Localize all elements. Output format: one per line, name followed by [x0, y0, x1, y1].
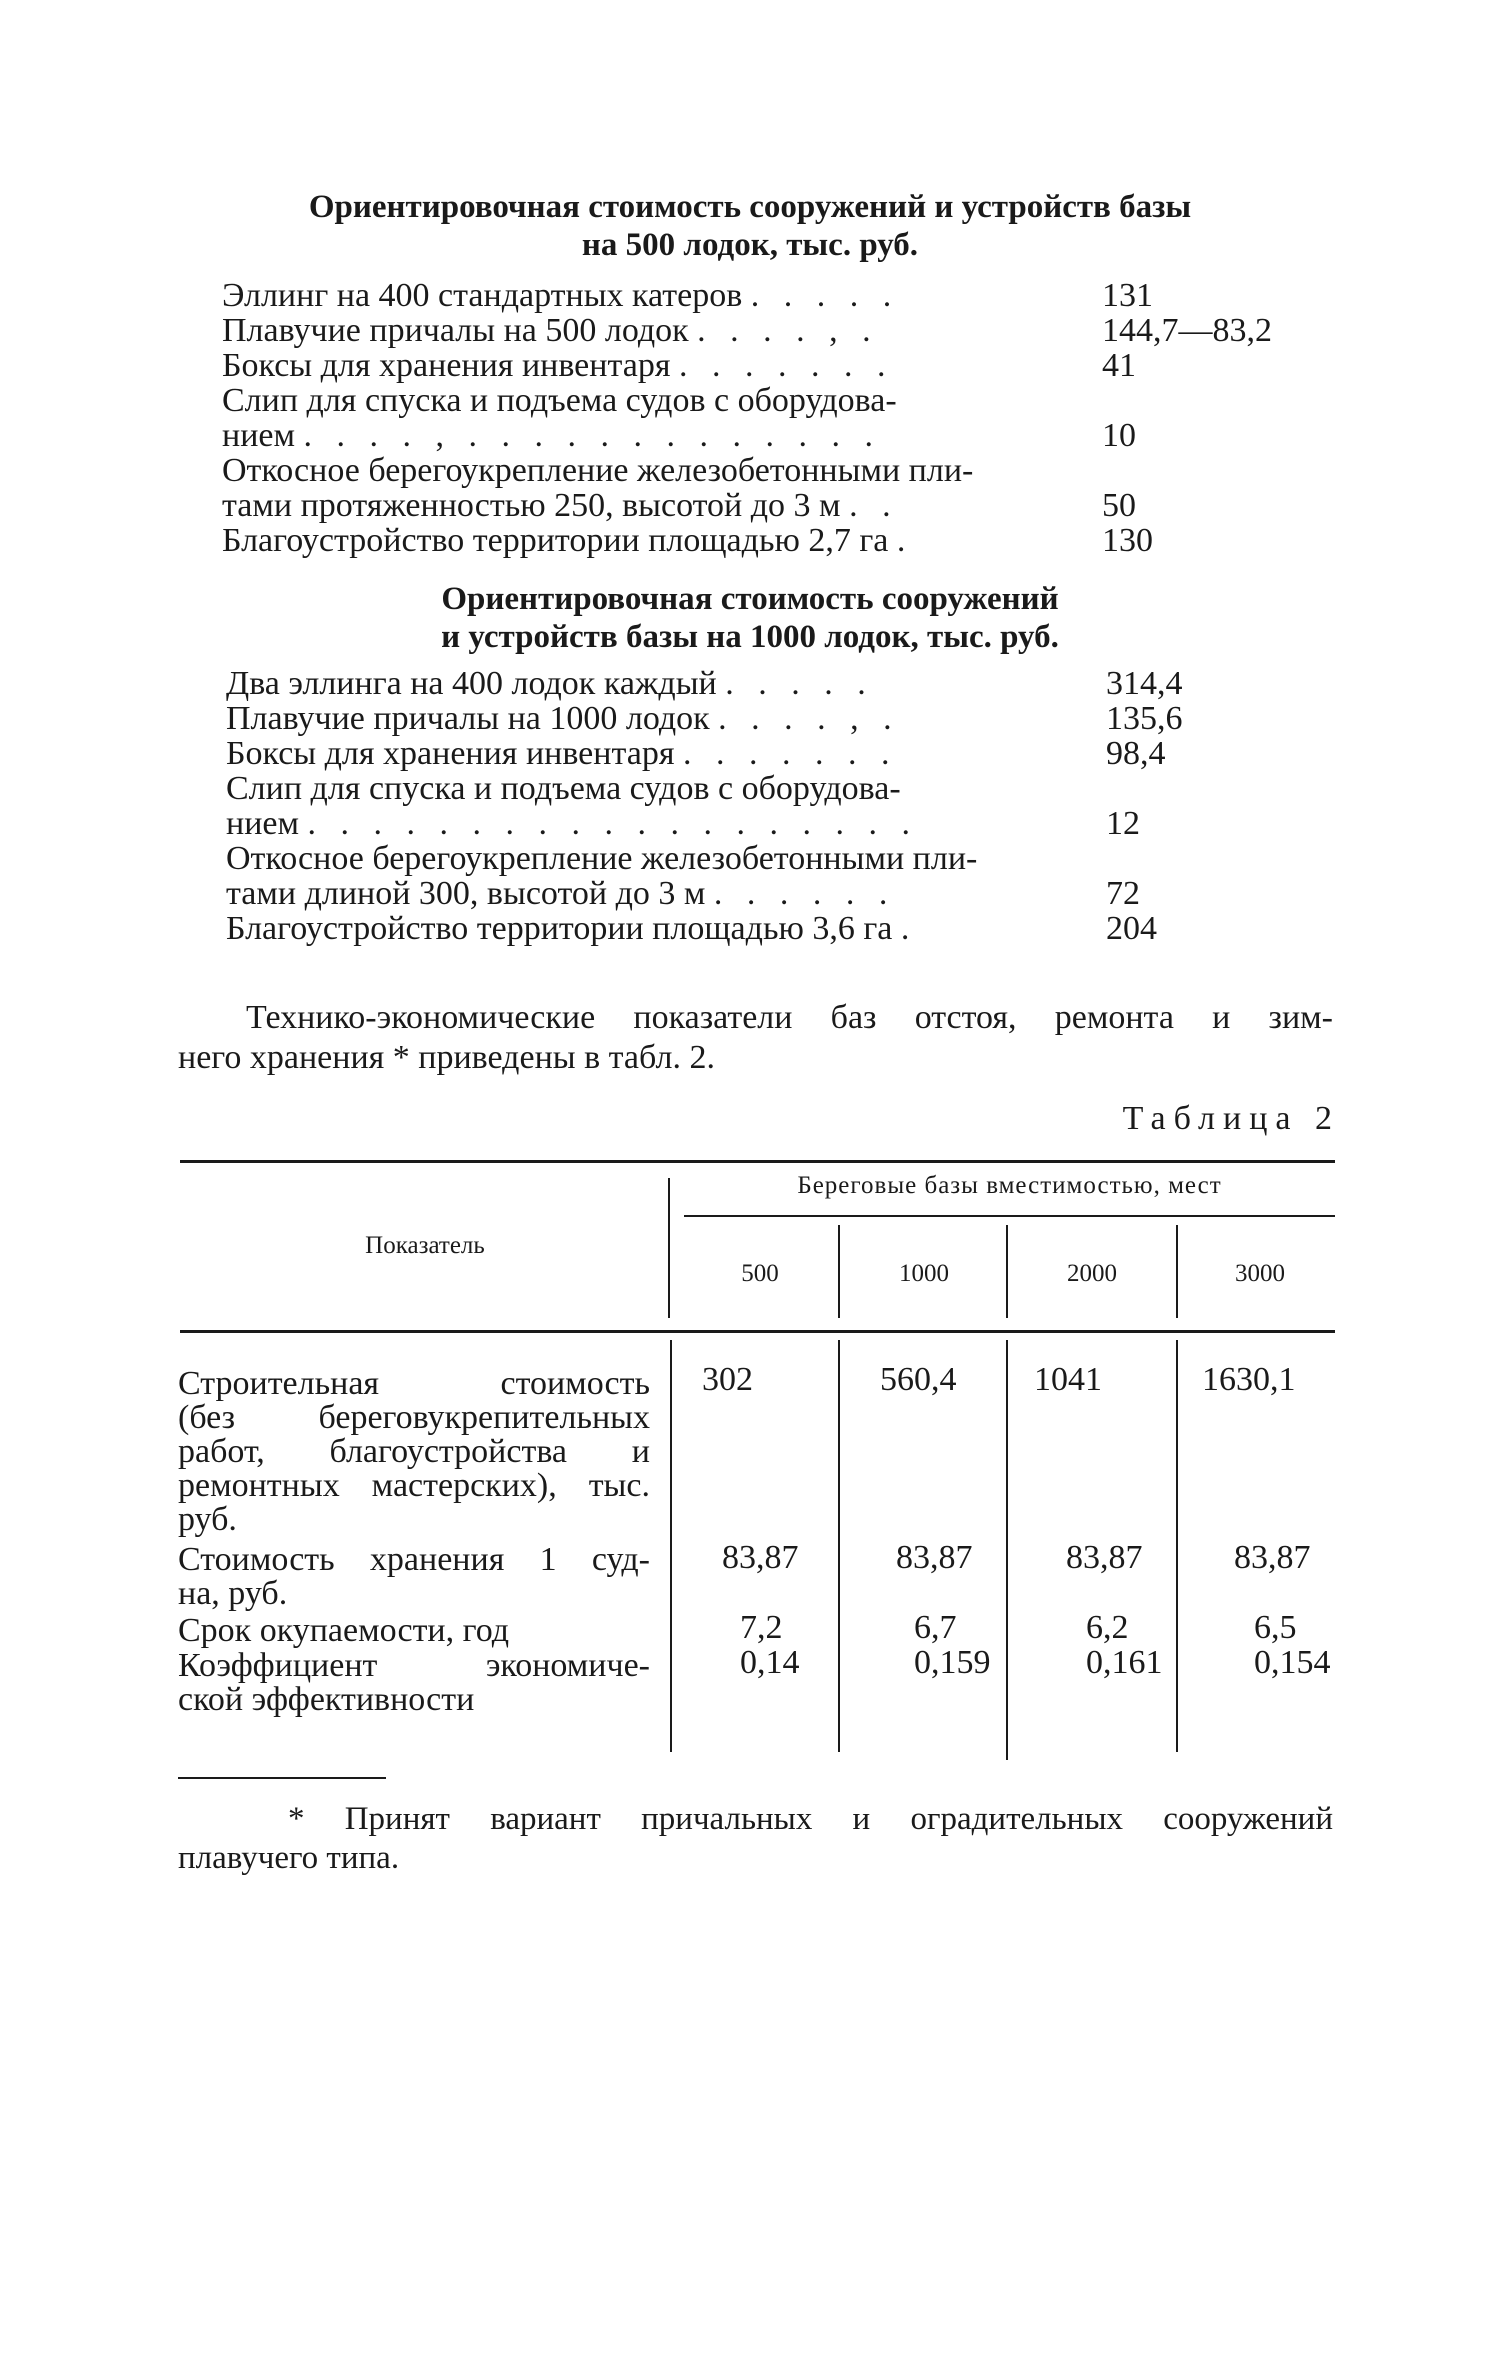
leader-dots: . . . . . . — [713, 875, 896, 912]
cost-item — [222, 278, 1322, 313]
cost-item-value: 12 — [1106, 805, 1140, 842]
footnote-line: плавучего типа. — [178, 1840, 400, 1876]
indicator-line: ской эффективности — [178, 1681, 475, 1718]
table-caption: Таблица 2 — [1122, 1100, 1340, 1137]
indicator-line: работ, благоустройства и — [178, 1433, 650, 1470]
section2-cost-list — [226, 666, 1326, 946]
indicator-line: Коэффициент экономиче- — [178, 1647, 650, 1684]
column-divider — [1006, 1340, 1008, 1760]
value-cell: 6,5 — [1254, 1609, 1297, 1646]
section1-heading-line1: Ориентировочная стоимость сооружений и устройств базы — [308, 189, 1192, 225]
cost-item-label: нием — [222, 417, 295, 454]
leader-dots: . . . . . . . . . . . . . . . . . . . — [307, 805, 918, 842]
value-cell: 83,87 — [896, 1539, 973, 1576]
column-divider — [1176, 1225, 1178, 1318]
value-cell: 83,87 — [1066, 1539, 1143, 1576]
cost-item-value: 314,4 — [1106, 665, 1183, 702]
value-cell: 6,2 — [1086, 1609, 1129, 1646]
column-divider — [1176, 1340, 1178, 1752]
capacity-group-header: Береговые базы вместимостью, мест — [797, 1172, 1222, 1199]
leader-dots: . . — [849, 487, 899, 524]
cost-item-label: Два эллинга на 400 лодок каждый — [226, 665, 717, 702]
indicator-column-header: Показатель — [365, 1232, 485, 1259]
value-cell: 560,4 — [880, 1361, 957, 1398]
footnote-line: * Принят вариант причальных и оградительных сооружений — [288, 1801, 1333, 1837]
value-cell: 7,2 — [740, 1609, 783, 1646]
cost-item-value: 41 — [1102, 347, 1136, 384]
cost-item-label: тами длиной 300, высотой до 3 м — [226, 875, 706, 912]
indicator-line: Стоимость хранения 1 суд- — [178, 1541, 650, 1578]
cost-item-value: 131 — [1102, 277, 1153, 314]
cost-item — [222, 488, 1322, 523]
capacity-header: 3000 — [1235, 1260, 1285, 1287]
value-cell: 0,161 — [1086, 1644, 1163, 1681]
leader-dots: . . . . . — [750, 277, 900, 314]
cost-item — [222, 313, 1322, 348]
capacity-header: 500 — [741, 1260, 779, 1287]
cost-item — [226, 876, 1326, 911]
leader-dots: . . . . , . . . . . . . . . . . . . — [303, 417, 881, 454]
cost-item-value: 130 — [1102, 522, 1153, 559]
column-divider — [668, 1178, 670, 1318]
cost-item-label: Откосное берегоукрепление железобетонными пли- — [226, 840, 978, 877]
indicator-cell — [178, 1543, 650, 1611]
cost-item-label: Плавучие причалы на 500 лодок — [222, 312, 689, 349]
leader-dots: . — [896, 522, 914, 559]
cost-item-label: Эллинг на 400 стандартных катеров — [222, 277, 743, 314]
cost-item — [226, 736, 1326, 771]
indicator-line: руб. — [178, 1501, 237, 1538]
value-cell: 1630,1 — [1202, 1361, 1296, 1398]
indicator-line: Срок окупаемости, год — [178, 1612, 510, 1649]
column-divider — [1006, 1225, 1008, 1318]
indicator-line: (без береговукрепительных — [178, 1399, 650, 1436]
cost-item-value: 72 — [1106, 875, 1140, 912]
leader-dots: . . . . . . . — [682, 735, 898, 772]
cost-item — [222, 418, 1322, 453]
cost-item-value: 98,4 — [1106, 735, 1166, 772]
cost-item-value: 50 — [1102, 487, 1136, 524]
cost-item-label: Слип для спуска и подъема судов с оборудова- — [226, 770, 901, 807]
section2-heading — [360, 580, 1140, 656]
value-cell: 83,87 — [1234, 1539, 1311, 1576]
cost-item-label: Откосное берегоукрепление железобетонными пли- — [222, 452, 974, 489]
cost-item-label: Боксы для хранения инвентаря — [222, 347, 671, 384]
cost-item-label: Благоустройство территории площадью 2,7 га — [222, 522, 889, 559]
value-cell: 6,7 — [914, 1609, 957, 1646]
value-cell: 302 — [702, 1361, 753, 1398]
cost-item-label: тами протяженностью 250, высотой до 3 м — [222, 487, 841, 524]
cost-item-value: 144,7—83,2 — [1102, 312, 1272, 349]
group-header-rule — [684, 1215, 1335, 1217]
cost-item-label: Боксы для хранения инвентаря — [226, 735, 675, 772]
cost-item — [222, 383, 1322, 418]
cost-item — [226, 841, 1326, 876]
cost-item-value: 135,6 — [1106, 700, 1183, 737]
cost-item — [222, 523, 1322, 558]
leader-dots: . . . . , . — [718, 700, 900, 737]
indicator-line: на, руб. — [178, 1575, 288, 1612]
footnote — [178, 1800, 1333, 1878]
cost-item — [222, 348, 1322, 383]
indicator-cell — [178, 1649, 650, 1717]
leader-dots: . . . . , . — [697, 312, 879, 349]
table-top-rule — [180, 1160, 1335, 1163]
intro-paragraph — [178, 998, 1333, 1078]
indicator-cell — [178, 1367, 650, 1537]
leader-dots: . . . . . — [725, 665, 874, 702]
cost-item — [226, 911, 1326, 946]
value-cell: 83,87 — [722, 1539, 799, 1576]
cost-item — [226, 806, 1326, 841]
paragraph-line: него хранения * приведены в табл. 2. — [178, 1039, 715, 1076]
footnote-rule — [178, 1777, 386, 1779]
indicator-cell — [178, 1614, 650, 1648]
section2-heading-line1: Ориентировочная стоимость сооружений — [441, 581, 1059, 617]
section1-heading-line2: на 500 лодок, тыс. руб. — [581, 227, 919, 263]
section1-heading — [200, 188, 1300, 264]
capacity-header: 2000 — [1067, 1260, 1117, 1287]
section2-heading-line2: и устройств базы на 1000 лодок, тыс. руб. — [441, 619, 1059, 655]
cost-item-value: 10 — [1102, 417, 1136, 454]
value-cell: 0,159 — [914, 1644, 991, 1681]
cost-item-label: Благоустройство территории площадью 3,6 га — [226, 910, 893, 947]
leader-dots: . — [900, 910, 918, 947]
value-cell: 0,14 — [740, 1644, 800, 1681]
cost-item-label: нием — [226, 805, 299, 842]
cost-item-value: 204 — [1106, 910, 1157, 947]
indicator-line: Строительная стоимость — [178, 1365, 650, 1402]
table-header-rule — [180, 1330, 1335, 1333]
cost-item — [226, 771, 1326, 806]
leader-dots: . . . . . . . — [678, 347, 894, 384]
column-divider — [670, 1340, 672, 1752]
value-cell: 1041 — [1034, 1361, 1102, 1398]
capacity-header: 1000 — [899, 1260, 949, 1287]
indicator-line: ремонтных мастерских), тыс. — [178, 1467, 650, 1504]
column-divider — [838, 1340, 840, 1752]
cost-item-label: Слип для спуска и подъема судов с оборудова- — [222, 382, 897, 419]
cost-item — [226, 701, 1326, 736]
cost-item — [222, 453, 1322, 488]
paragraph-line: Технико-экономические показатели баз отстоя, ремонта и зим- — [246, 999, 1333, 1036]
cost-item-label: Плавучие причалы на 1000 лодок — [226, 700, 710, 737]
section1-cost-list — [222, 278, 1322, 558]
value-cell: 0,154 — [1254, 1644, 1331, 1681]
cost-item — [226, 666, 1326, 701]
